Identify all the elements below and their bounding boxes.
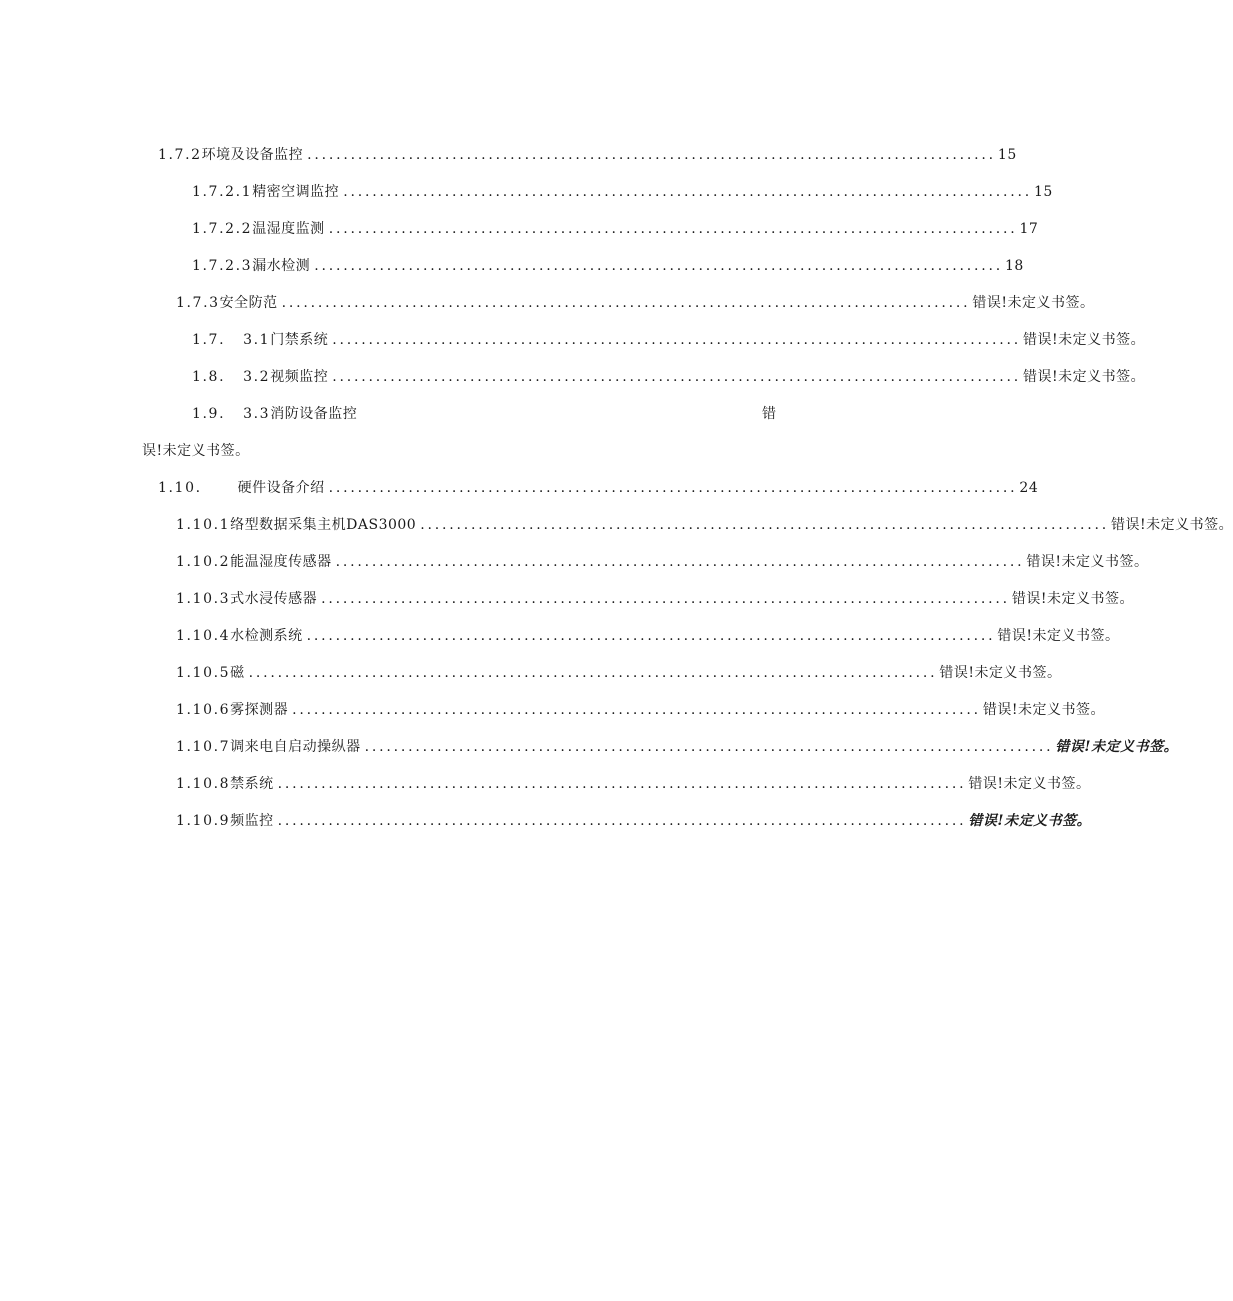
toc-page-number: 17 [1019, 221, 1039, 237]
toc-subnumber: 3.3 [243, 406, 271, 422]
toc-page-number-part1: 错 [762, 406, 777, 422]
toc-entry[interactable] [192, 181, 1053, 203]
toc-leader: ............................................................................................... [420, 517, 1109, 533]
toc-page-number: 15 [1033, 184, 1053, 200]
toc-page-number: 错误!未定义书签。 [968, 813, 1092, 829]
toc-leader: ............................................................................................... [328, 221, 1018, 237]
toc-title: 漏水检测 [252, 258, 311, 274]
toc-page-number: 错误!未定义书签。 [982, 702, 1106, 718]
toc-leader: ............................................................................................... [332, 332, 1021, 348]
toc-number: 1.10.7 [176, 739, 231, 755]
toc-number: 1.7.2 [158, 147, 202, 163]
toc-page-number: 15 [997, 147, 1017, 163]
toc-leader: ............................................................................................... [292, 702, 981, 718]
toc-leader: ............................................................................................... [364, 739, 1054, 755]
toc-page-number: 错误!未定义书签。 [1055, 739, 1179, 755]
toc-page-number: 错误!未定义书签。 [939, 665, 1062, 681]
toc-subnumber: 3.2 [243, 369, 271, 385]
toc-title: 能温湿度传感器 [230, 554, 332, 570]
toc-number: 1.9. [192, 406, 226, 422]
toc-leader: ............................................................................................... [332, 369, 1021, 385]
toc-entry[interactable] [158, 477, 1039, 499]
toc-number: 1.10.6 [176, 702, 231, 718]
toc-number: 1.10.5 [176, 665, 231, 681]
toc-page-number: 错误!未定义书签。 [968, 776, 1091, 792]
toc-number: 1.10.1 [176, 517, 231, 533]
toc-title: 门禁系统 [270, 332, 329, 348]
toc-leader: ............................................................................................... [314, 258, 1003, 274]
toc-leader: ............................................................................................... [321, 591, 1010, 607]
toc-number: 1.10.8 [176, 776, 231, 792]
toc-number: 1.10.9 [176, 813, 231, 829]
toc-title: 调来电自启动操纵器 [230, 739, 361, 755]
toc-entry[interactable] [176, 514, 1233, 536]
toc-number: 1.7.2.2 [192, 221, 253, 237]
toc-number: 1.7. [192, 332, 226, 348]
toc-subnumber: 3.1 [243, 332, 271, 348]
toc-page-number: 错误!未定义书签。 [997, 628, 1120, 644]
toc-entry[interactable] [192, 255, 1024, 277]
toc-leader: ............................................................................................... [277, 776, 967, 792]
toc-page-number: 错误!未定义书签。 [1026, 554, 1149, 570]
toc-entry[interactable] [176, 625, 1120, 647]
toc-title: 络型数据采集主机DAS3000 [230, 517, 417, 533]
toc-entry[interactable] [192, 329, 1146, 351]
toc-leader: ............................................................................................... [277, 813, 967, 829]
toc-number: 1.10.3 [176, 591, 231, 607]
toc-number: 1.10.4 [176, 628, 231, 644]
toc-number: 1.7.3 [176, 295, 220, 311]
toc-number: 1.7.2.3 [192, 258, 253, 274]
toc-title: 禁系统 [230, 776, 274, 792]
toc-number: 1.10.2 [176, 554, 231, 570]
toc-entry[interactable] [176, 810, 1092, 832]
toc-entry[interactable] [192, 218, 1039, 240]
toc-title: 温湿度监测 [252, 221, 325, 237]
toc-title: 硬件设备介绍 [237, 480, 325, 496]
toc-leader: ............................................................................................... [328, 480, 1018, 496]
toc-page-number: 18 [1004, 258, 1024, 274]
toc-title: 式水浸传感器 [230, 591, 318, 607]
toc-page-number: 错误!未定义书签。 [972, 295, 1095, 311]
toc-entry[interactable] [176, 773, 1091, 795]
toc-leader: ............................................................................................... [281, 295, 971, 311]
toc-leader: ............................................................................................... [343, 184, 1032, 200]
toc-entry[interactable] [176, 699, 1106, 721]
toc-entry[interactable] [176, 551, 1149, 573]
toc-entry[interactable] [192, 403, 592, 425]
toc-number: 1.8. [192, 369, 226, 385]
toc-title: 水检测系统 [230, 628, 303, 644]
toc-page-number-part2: 误!未定义书签。 [142, 443, 250, 459]
toc-page-number: 错误!未定义书签。 [1022, 369, 1146, 385]
toc-title: 环境及设备监控 [201, 147, 304, 163]
toc-leader: ............................................................................................... [307, 147, 996, 163]
toc-page-number: 错误!未定义书签。 [1022, 332, 1146, 348]
toc-title: 精密空调监控 [252, 184, 340, 200]
toc-entry[interactable] [176, 292, 1095, 314]
toc-page-number: 24 [1019, 480, 1039, 496]
toc-leader: ............................................................................................... [306, 628, 996, 644]
toc-entry[interactable] [192, 366, 1146, 388]
toc-page-number: 错误!未定义书签。 [1011, 591, 1135, 607]
toc-entry[interactable] [176, 736, 1179, 758]
toc-title: 频监控 [230, 813, 274, 829]
toc-leader: ............................................................................................... [248, 665, 938, 681]
toc-title: 雾探测器 [230, 702, 289, 718]
toc-entry[interactable] [176, 662, 1062, 684]
toc-title: 视频监控 [270, 369, 329, 385]
toc-number: 1.10. [158, 480, 202, 496]
toc-leader: ............................................................................................... [335, 554, 1025, 570]
toc-title: 安全防范 [219, 295, 278, 311]
toc-title: 消防设备监控 [270, 406, 358, 422]
toc-number: 1.7.2.1 [192, 184, 253, 200]
toc-page-number: 错误!未定义书签。 [1110, 517, 1233, 533]
toc-entry[interactable] [158, 144, 1017, 166]
toc-entry[interactable] [176, 588, 1135, 610]
toc-title: 磁 [230, 665, 245, 681]
